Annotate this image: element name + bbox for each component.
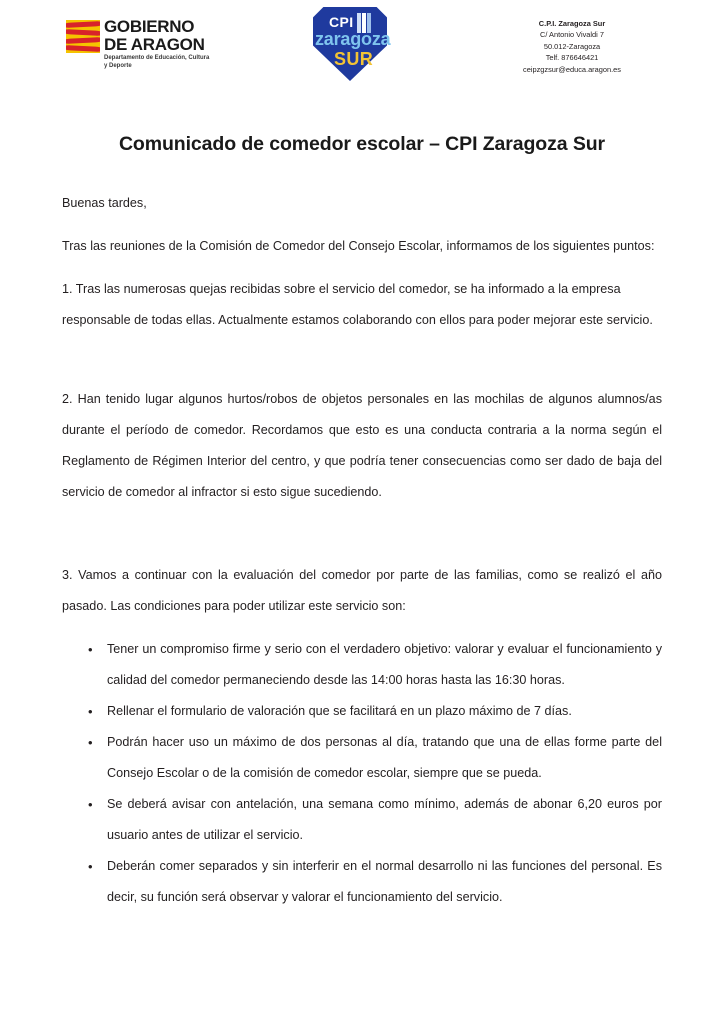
point-3-paragraph: 3. Vamos a continuar con la evaluación del comedor por parte de las familias, como se realizó el año pasado. Las condiciones para poder utilizar este servicio son:: [62, 568, 662, 613]
cpi-logo-cpi-text: CPI: [329, 14, 354, 30]
list-item: • Rellenar el formulario de valoración que se facilitará en un plazo máximo de 7 días.: [62, 696, 662, 727]
cpi-logo-zaragoza-text: zaragoza: [315, 29, 391, 49]
cpi-logo-sur-text: SUR: [334, 49, 374, 69]
cpi-zaragoza-sur-logo: [307, 5, 393, 85]
aragon-emblem-icon: [66, 20, 100, 53]
gobierno-logo-line1: GOBIERNO: [104, 17, 195, 36]
contact-school-name: C.P.I. Zaragoza Sur: [538, 19, 606, 28]
school-contact-block: [452, 18, 692, 75]
gobierno-de-aragon-logo: [66, 18, 216, 80]
point-2-paragraph: 2. Han tenido lugar algunos hurtos/robos de objetos personales en las mochilas de algunos alumnos/as durante el período de comedor. Recordamos que esto es una conducta contraria a la norma según el Reglamento de Régimen Interior del centro, y que podría tener consecuencias como ser dado de baja del servicio de comedor al infractor si esto sigue sucediendo.: [62, 392, 662, 499]
document-body: [62, 188, 662, 913]
list-item: • Se deberá avisar con antelación, una semana como mínimo, además de abonar 6,20 euros por usuario antes de utilizar el servicio.: [62, 789, 662, 851]
list-item: • Podrán hacer uso un máximo de dos personas al día, tratando que una de ellas forme parte del Consejo Escolar o de la comisión de comedor escolar, siempre que se pueda.: [62, 727, 662, 789]
contact-city: 50.012-Zaragoza: [543, 41, 601, 51]
conditions-list: [62, 634, 662, 913]
contact-email: ceipzgzsur@educa.aragon.es: [523, 64, 621, 74]
contact-phone: Telf. 876646421: [545, 53, 599, 63]
gobierno-logo-text: [104, 18, 205, 53]
gobierno-logo-subtitle: Departamento de Educación, Cultura y Deporte: [104, 55, 210, 69]
gobierno-logo-line2: DE ARAGON: [104, 35, 205, 54]
page-title: Comunicado de comedor escolar – CPI Zaragoza Sur: [118, 133, 606, 155]
contact-street: C/ Antonio Vivaldi 7: [540, 30, 604, 40]
intro-paragraph: Tras las reuniones de la Comisión de Comedor del Consejo Escolar, informamos de los siguientes puntos:: [62, 239, 655, 253]
document-header: [0, 0, 724, 100]
greeting-paragraph: Buenas tardes,: [62, 196, 147, 210]
list-item: • Tener un compromiso firme y serio con el verdadero objetivo: valorar y evaluar el funcionamiento y calidad del comedor permaneciendo desde las 14:00 horas hasta las 16:30 horas.: [62, 634, 662, 696]
point-1-paragraph: 1. Tras las numerosas quejas recibidas sobre el servicio del comedor, se ha informado a la empresa responsable de todas ellas. Actualmente estamos colaborando con ellos para poder mejorar este servicio.: [62, 282, 653, 327]
list-item: • Deberán comer separados y sin interferir en el normal desarrollo ni las funciones del personal. Es decir, su función será observar y valorar el funcionamiento del servicio.: [62, 851, 662, 913]
